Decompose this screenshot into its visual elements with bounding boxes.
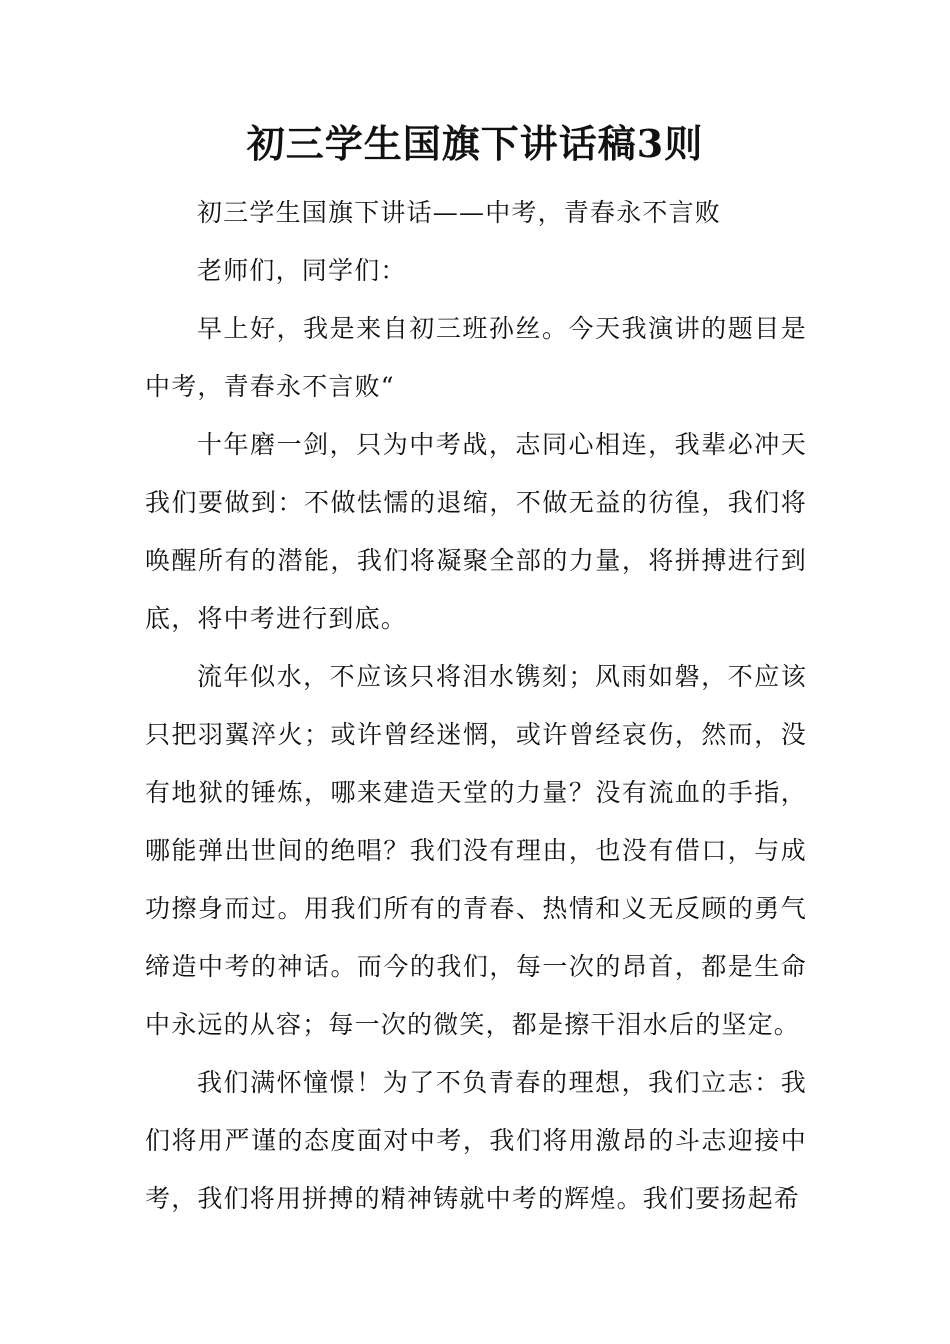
paragraph-body-3: 我们满怀憧憬！为了不负青春的理想，我们立志：我们将用严谨的态度面对中考，我们将用激昂的斗志迎接中考，我们将用拼搏的精神铸就中考的辉煌。我们要扬起希 (145, 1068, 807, 1213)
paragraph-salutation: 老师们，同学们： (197, 256, 407, 285)
paragraph-body-1: 十年磨一剑，只为中考战，志同心相连，我辈必冲天我们要做到：不做怯懦的退缩，不做无益的彷徨，我们将唤醒所有的潜能，我们将凝聚全部的力量，将拼搏进行到底，将中考进行到底。 (145, 430, 807, 633)
paragraph-body-2: 流年似水，不应该只将泪水镌刻；风雨如磐，不应该只把羽翼淬火；或许曾经迷惘，或许曾经哀伤，然而，没有地狱的锤炼，哪来建造天堂的力量？没有流血的手指，哪能弹出世间的绝唱？我们没有理由，也没有借口，与成功擦身而过。用我们所有的青春、热情和义无反顾的勇气缔造中考的神话。而今的我们，每一次的昂首，都是生命中永远的从容；每一次的微笑，都是擦干泪水后的坚定。 (145, 662, 807, 1039)
paragraph-subtitle: 初三学生国旗下讲话——中考，青春永不言败 (197, 198, 722, 227)
document-title: 初三学生国旗下讲话稿3则 (246, 121, 704, 166)
document-body (145, 184, 807, 1228)
paragraph-greeting: 早上好，我是来自初三班孙丝。今天我演讲的题目是中考，青春永不言败“ (145, 314, 807, 401)
